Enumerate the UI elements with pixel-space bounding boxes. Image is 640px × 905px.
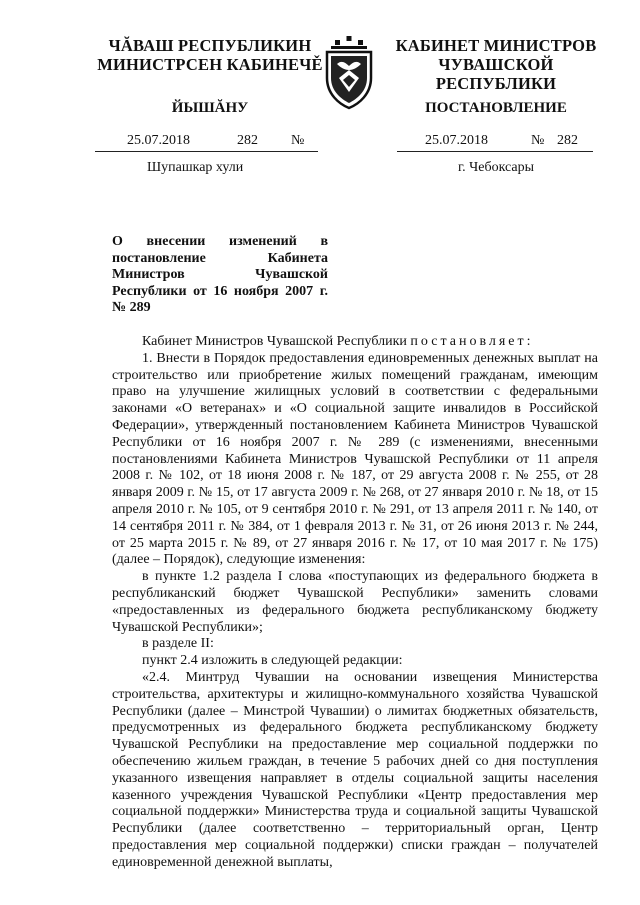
paragraph-4: пункт 2.4 изложить в следующей редакции: (142, 653, 403, 669)
coat-of-arms-emblem (317, 34, 381, 112)
intro-verb: постановляет: (410, 334, 534, 349)
number-sign-left: № (291, 133, 305, 148)
paragraph-2: в пункте 1.2 раздела I слова «поступающих из федерального бюджета в республиканский бюджет Чувашской Республики» заменить словами «предоставленных из федерального бюджета республиканскому бюджету Чувашской Республики»; (112, 569, 598, 635)
header-left-line1: ЧĂВАШ РЕСПУБЛИКИН (108, 36, 312, 55)
intro-paragraph (112, 334, 598, 351)
paragraph-1: 1. Внести в Порядок предоставления единовременных денежных выплат на строительство или приобретение жилых помещений гражданам, имеющим право на улучшение жилищных условий в соответствии с федеральными законами «О ветеранах» и «О социальной защите инвалидов в Российской Федерации», утвержденный постановлением Кабинета Министров Чувашской Республики от 16 ноября 2007 г. № 289 (с изменениями, внесенными постановлениями Кабинета Министров Чувашской Республики от 11 апреля 2008 г. № 102, от 18 июня 2008 г. № 187, от 29 августа 2008 г. № 255, от 28 января 2009 г. № 15, от 17 августа 2009 г. № 268, от 27 января 2010 г. № 18, от 15 апреля 2010 г. № 105, от 9 сентября 2010 г. № 291, от 13 апреля 2011 г. № 140, от 14 сентября 2011 г. № 384, от 1 февраля 2013 г. № 31, от 26 июня 2013 г. № 244, от 25 марта 2015 г. № 89, от 27 января 2016 г. № 17, от 10 мая 2017 г. № 175) (далее – Порядок), следующие изменения: (112, 350, 598, 568)
dateline-right (397, 133, 593, 152)
date-left: 25.07.2018 (127, 133, 190, 148)
header-right-line2: ЧУВАШСКОЙ РЕСПУБЛИКИ (435, 55, 557, 93)
paragraph-5: «2.4. Минтруд Чувашии на основании извещения Министерства строительства, архитектуры и жилищно-коммунального хозяйства Чувашской Республики (далее – Минстрой Чувашии) о лимитах бюджетных обязательств, предусмотренных из федерального бюджета республиканскому бюджету Чувашской Республики на предоставление мер социальной поддержки по обеспечению жильем граждан, в течение 5 рабочих дней со дня поступления указанного извещения направляет в отделы социальной защиты населения казенного учреждения Чувашской Республики «Центр предоставления мер социальной поддержки» Министерства труда и социальной защиты Чувашской Республики (далее соответственно – территориальный орган, Центр предоставления мер социальной поддержки) списки граждан – получателей единовременной денежной выплаты, (112, 669, 598, 870)
header-left (95, 36, 325, 74)
number-sign-right: № (531, 133, 545, 148)
dateline-left (95, 133, 318, 152)
header-right (378, 36, 614, 93)
document-body (112, 334, 598, 872)
number-right: 282 (557, 133, 578, 148)
date-right: 25.07.2018 (425, 133, 488, 148)
header-left-subtitle: ЙЫШĂНУ (171, 100, 249, 116)
document-title: О внесении изменений в постановление Кабинета Министров Чувашской Республики от 16 ноября 2007 г. № 289 (112, 234, 328, 315)
number-left: 282 (237, 133, 258, 148)
header-right-line1: КАБИНЕТ МИНИСТРОВ (395, 36, 597, 55)
paragraph-3: в разделе II: (142, 636, 214, 652)
city-right: г. Чебоксары (458, 160, 535, 175)
header-right-subtitle: ПОСТАНОВЛЕНИЕ (425, 100, 567, 116)
header-left-line2: МИНИСТРСЕН КАБИНЕЧĚ (97, 55, 323, 74)
intro-text: Кабинет Министров Чувашской Республики (142, 334, 407, 349)
city-left: Шупашкар хули (147, 160, 244, 175)
